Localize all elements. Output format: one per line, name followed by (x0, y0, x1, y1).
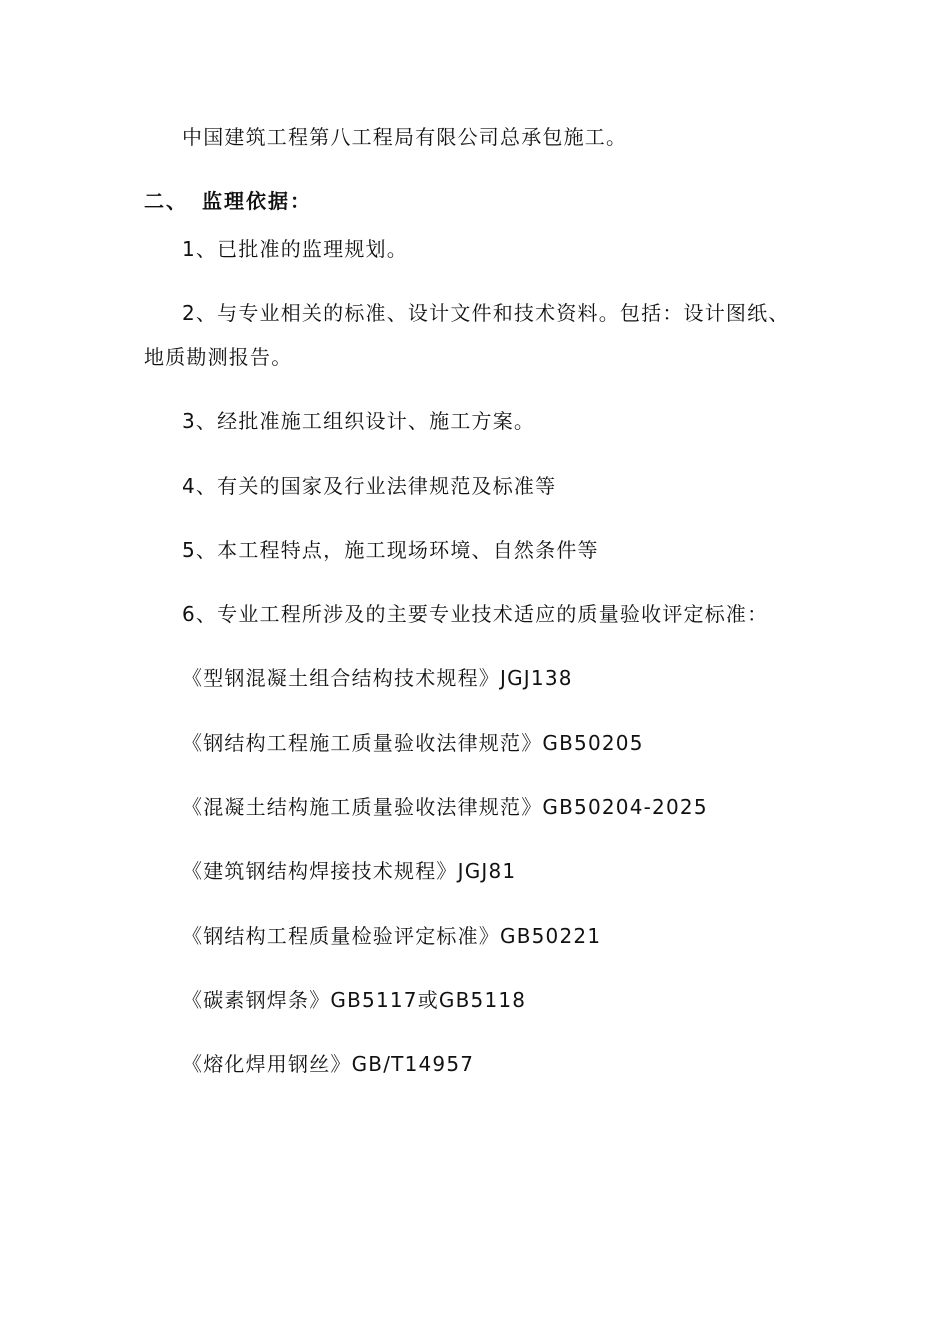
standard-item: 《钢结构工程施工质量验收法律规范》GB50205 (182, 731, 644, 755)
basis-item-3: 3、经批准施工组织设计、施工方案。 (182, 409, 536, 433)
standard-item: 《型钢混凝土组合结构技术规程》JGJ138 (182, 666, 573, 690)
standard-item: 《混凝土结构施工质量验收法律规范》GB50204-2025 (182, 795, 708, 819)
section-number: 二、 (144, 189, 188, 213)
basis-item-5: 5、本工程特点，施工现场环境、自然条件等 (182, 538, 599, 562)
standard-item: 《建筑钢结构焊接技术规程》JGJ81 (182, 859, 517, 883)
section-title: 监理依据： (202, 189, 312, 213)
standard-item: 《碳素钢焊条》GB5117或GB5118 (182, 988, 527, 1012)
basis-item-2: 2、与专业相关的标准、设计文件和技术资料。包括：设计图纸、 (182, 301, 790, 325)
standard-item: 《钢结构工程质量检验评定标准》GB50221 (182, 924, 602, 948)
basis-item-4: 4、有关的国家及行业法律规范及标准等 (182, 474, 557, 498)
standard-item: 《熔化焊用钢丝》GB/T14957 (182, 1052, 475, 1076)
basis-item-1: 1、已批准的监理规划。 (182, 237, 408, 261)
basis-item-2-continued: 地质勘测报告。 (144, 345, 293, 369)
basis-item-6: 6、专业工程所涉及的主要专业技术适应的质量验收评定标准： (182, 602, 769, 626)
intro-paragraph: 中国建筑工程第八工程局有限公司总承包施工。 (182, 125, 628, 149)
section-heading (144, 189, 312, 213)
